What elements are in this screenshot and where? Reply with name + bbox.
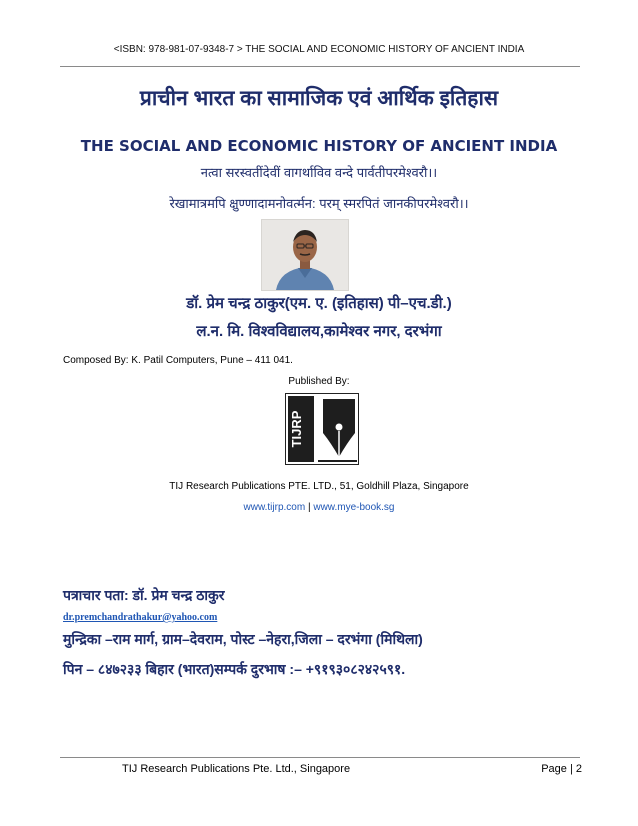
author-name: डॉ. प्रेम चन्द्र ठाकुर(एम. ए. (इतिहास) पी–एच.डी.) [186, 295, 452, 312]
english-title: THE SOCIAL AND ECONOMIC HISTORY OF ANCIENT INDIA [80, 137, 558, 155]
page-label: Page [541, 763, 567, 775]
published-by-label: Published By: [288, 376, 350, 387]
tijrp-logo [285, 393, 359, 465]
footer-publisher: TIJ Research Publications Pte. Ltd., Singapore [122, 763, 351, 775]
author-email-link[interactable]: dr.premchandrathakur@yahoo.com [63, 612, 218, 623]
header-divider [60, 66, 580, 67]
hindi-title: प्राचीन भारत का सामाजिक एवं आर्थिक इतिहास [139, 87, 499, 110]
shloka-line-1: नत्वा सरस्वतींदेवीं वागर्थाविव वन्दे पार्वतीपरमेश्वरौ।। [200, 165, 438, 180]
links-separator: | [305, 502, 314, 513]
logo-text: TIJRP [289, 410, 304, 448]
page-number: 2 [575, 763, 582, 775]
page-number-indicator [541, 763, 582, 775]
page-separator: | [566, 763, 576, 775]
mye-book-website-link[interactable]: www.mye-book.sg [313, 502, 395, 513]
author-photo [261, 219, 349, 291]
footer-divider [60, 757, 580, 758]
composed-by: Composed By: K. Patil Computers, Pune – 411 041. [63, 355, 293, 366]
postal-address-line-1: मुन्द्रिका –राम मार्ग, ग्राम–देवराम, पोस्ट –नेहरा,जिला – दरभंगा (मिथिला) [63, 631, 423, 647]
page-header: <ISBN: 978-981-07-9348-7 > THE SOCIAL AND ECONOMIC HISTORY OF ANCIENT INDIA [113, 44, 525, 55]
shloka-line-2: रेखामात्रमपि क्षुण्णादामनोवर्त्मन: परम् स्मरपितं जानकीपरमेश्वरौ।। [169, 196, 469, 211]
postal-address-line-2: पिन – ८४७२३३ बिहार (भारत)सम्पर्क दुरभाष :– +९१९३०८२४२५९१. [63, 661, 406, 677]
publisher-address: TIJ Research Publications PTE. LTD., 51, Goldhill Plaza, Singapore [169, 481, 469, 492]
author-portrait-image [262, 220, 348, 290]
pen-nib-icon [285, 393, 359, 465]
publisher-links [0, 502, 638, 513]
tijrp-website-link[interactable]: www.tijrp.com [243, 502, 306, 513]
correspondence-address-heading: पत्राचार पता: डॉ. प्रेम चन्द्र ठाकुर [63, 587, 225, 603]
university-line: ल.न. मि. विश्वविद्यालय,कामेश्वर नगर, दरभंगा [196, 323, 442, 340]
